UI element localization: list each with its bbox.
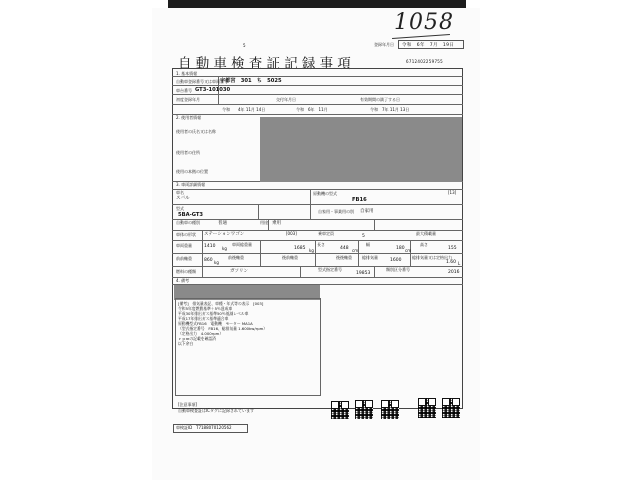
qr-code-5 (442, 398, 460, 418)
section-vehicle: 3. 車両詳細情報 (176, 182, 206, 187)
registration-date-value: 令和 6年 7月 19日 (402, 43, 455, 48)
user-base-label: 使用の本拠の位置 (176, 169, 208, 174)
power-unit: L (458, 261, 461, 266)
issue-value: 令和 6年 11月 (296, 107, 328, 112)
purpose-value: 乗用 (272, 221, 281, 226)
form-line (172, 277, 463, 278)
user-redaction (260, 117, 462, 182)
scanner-top-bar (168, 0, 466, 8)
fuel-label: 燃料の種類 (176, 269, 196, 274)
max-load-label: 最大積載量 (416, 231, 436, 236)
capacity-value: 5 (362, 234, 365, 239)
kind-value: 普通 (218, 221, 227, 226)
maker-code: [13] (448, 190, 457, 195)
remark-line: 原動機型式FB16 電動機 モーター MA1A (178, 321, 253, 326)
footer-id-value: T7188070120562 (196, 425, 232, 430)
form-line (172, 85, 463, 86)
form-line (410, 240, 411, 266)
maker-label: 車名 (176, 190, 184, 195)
form-line (358, 240, 359, 266)
length-label: 長さ (317, 242, 325, 247)
page-title: 自動車検査証記録事項 (178, 56, 355, 72)
chassis-label: 車台番号 (176, 88, 192, 93)
remark-line: 平成30年排出ガス基準50％低減レベル車 (178, 311, 249, 316)
qr-code-3 (381, 400, 399, 419)
remark-line: （型式指定番号 FB16、総排気量 1.600kw/rpm） (178, 326, 268, 331)
front-axle-label: 前後軸重 (228, 255, 244, 260)
registration-date-label: 登録年月日 (374, 42, 394, 47)
section-user: 2. 使用者情報 (176, 115, 202, 120)
use-value: 自家用 (360, 209, 374, 214)
gross-value: 1685 (294, 246, 306, 251)
notes-label: [注意事項] (178, 402, 198, 407)
issue-label: 交付年月日 (276, 97, 296, 102)
length-unit: cm (352, 248, 359, 253)
engine-value: FB16 (352, 197, 367, 203)
form-line (202, 230, 203, 277)
fuel-value: ガソリン (230, 269, 248, 274)
form-line (172, 240, 463, 241)
width-label: 幅 (366, 242, 370, 247)
form-line (258, 204, 259, 219)
expiry-value: 令和 7年 11月 13日 (370, 107, 410, 112)
width-value: 180 (396, 246, 405, 251)
form-line (172, 94, 463, 95)
weight-unit: kg (222, 246, 227, 251)
qr-code-1 (331, 401, 349, 419)
axle-label: 前前軸重 (176, 256, 192, 261)
kind-label: 自動車の種別 (176, 220, 200, 225)
remark-line: [備考] 排気量表記、車種・年式等の表示 [003] (178, 301, 264, 306)
document-number: 6712402259755 (406, 59, 443, 64)
use-label: 自家用・事業用の別 (318, 209, 354, 214)
axle-unit: kg (214, 260, 219, 265)
form-line (172, 114, 463, 115)
form-line (172, 76, 463, 77)
qr-code-2 (355, 400, 373, 419)
form-line (374, 266, 375, 277)
body-label: 車体の形状 (176, 232, 196, 237)
height-value: 155 (448, 246, 457, 251)
designation-value: 19853 (356, 271, 371, 276)
disp-value: 1600 (390, 258, 402, 263)
handwritten-number: 1058 (394, 10, 454, 35)
form-line (310, 189, 311, 219)
expiry-label: 有効期間の満了する日 (360, 97, 400, 102)
category-value: 2016 (448, 270, 460, 275)
category-label: 類別区分番号 (386, 267, 410, 272)
gross-unit: kg (309, 248, 314, 253)
form-line (268, 219, 269, 230)
power-value: 1.60 (446, 260, 457, 265)
rear-axle-label: 後前軸重 (282, 255, 298, 260)
form-line (260, 240, 261, 266)
axle-value: 860 (204, 258, 213, 263)
purpose-label: 用途 (260, 220, 268, 225)
disp-label: 総排気量 (362, 255, 378, 260)
form-line (315, 240, 316, 266)
user-name-label: 使用者の氏名又は名称 (176, 129, 216, 134)
remark-line: （定格出力 4.000rpm） (178, 331, 224, 336)
maker-value: スバル (176, 196, 190, 201)
gross-label: 車両総重量 (232, 242, 252, 247)
model-label: 型式 (176, 206, 184, 211)
engine-label: 原動機の型式 (313, 191, 337, 196)
form-line (172, 104, 463, 105)
chassis-value: GT3-101030 (195, 87, 231, 93)
form-line (172, 219, 463, 220)
remark-line: ｒｐｍの記載を確認済 (178, 336, 216, 341)
first-reg-value: 令和 4年 11月 14日 (222, 107, 266, 112)
length-value: 448 (340, 246, 349, 251)
footer-id-label: 車検証ID (176, 425, 193, 430)
qr-code-4 (418, 398, 436, 418)
remark-line: 令和5年度燃費基準＋5％達成車 (178, 306, 233, 311)
model-value: 5BA-GT3 (178, 212, 204, 218)
reg-no-label: 自動車登録番号又は車両番号 (176, 79, 228, 84)
small-number: 5 (243, 43, 246, 48)
remark-line: 平成17年排出ガス基準適合車 (178, 316, 229, 321)
body-code: [003] (286, 231, 297, 236)
form-line (172, 253, 463, 254)
user-address-label: 使用者の住所 (176, 150, 200, 155)
weight-value: 1410 (204, 244, 216, 249)
notes-line: 自動車検査証はICタグに記録されています (178, 408, 254, 413)
remark-line: 以下余白 (178, 341, 194, 346)
form-line (374, 219, 375, 230)
body-value: ステーションワゴン (204, 232, 245, 237)
form-line (300, 266, 301, 277)
form-line (172, 204, 463, 205)
width-unit: cm (405, 248, 412, 253)
reg-no-value: 宇都宮 301 ち 5025 (220, 78, 282, 84)
power-label: 総排気量又は定格出力 (412, 255, 452, 260)
capacity-label: 乗車定員 (318, 231, 334, 236)
section-basic: 1. 基本情報 (176, 71, 198, 76)
height-label: 高さ (420, 242, 428, 247)
section-remarks: 4. 備考 (176, 278, 190, 283)
rear-rear-label: 後後軸重 (336, 255, 352, 260)
first-reg-label: 初度登録年月 (176, 97, 200, 102)
weight-label: 車両重量 (176, 243, 192, 248)
form-line (172, 189, 463, 190)
designation-label: 型式指定番号 (318, 267, 342, 272)
